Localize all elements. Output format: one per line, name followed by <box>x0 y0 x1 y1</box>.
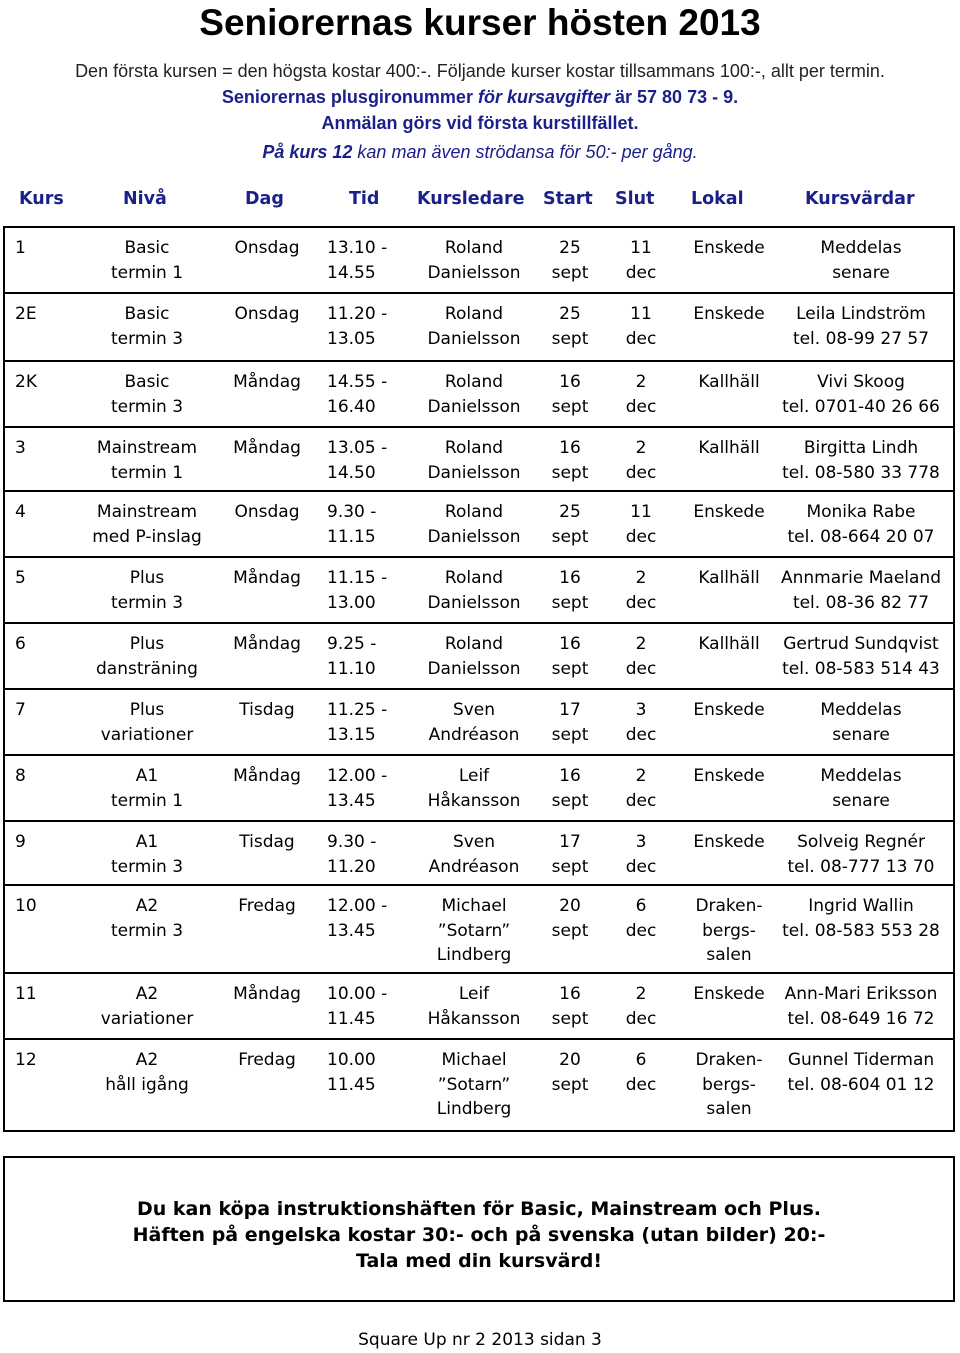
table-cell: Draken- bergs- salen <box>695 896 763 965</box>
table-cell: A2 variationer <box>100 984 194 1029</box>
table-cell: A2 håll igång <box>105 1050 189 1095</box>
column-header: Nivå <box>123 189 167 209</box>
table-cell: Roland Danielsson <box>427 634 521 679</box>
table-cell: Roland Danielsson <box>427 372 521 417</box>
table-cell: Basic termin 1 <box>110 238 184 283</box>
table-cell: A1 termin 1 <box>110 766 184 811</box>
table-cell: Fredag <box>238 896 296 916</box>
table-cell: 3 dec <box>625 832 657 877</box>
table-cell: Basic termin 3 <box>110 372 184 417</box>
table-cell: Ingrid Wallin tel. 08-583 553 28 <box>782 896 940 941</box>
table-cell: 2 dec <box>625 984 657 1029</box>
column-header: Kursledare <box>417 189 525 209</box>
table-cell: Basic termin 3 <box>110 304 184 349</box>
table-cell: Leif Håkansson <box>427 984 521 1029</box>
table-cell: 11 dec <box>625 502 657 547</box>
table-cell: 9.25 - 11.10 <box>327 634 377 679</box>
table-cell: 20 sept <box>551 1050 589 1095</box>
table-cell: Gunnel Tiderman tel. 08-604 01 12 <box>787 1050 935 1095</box>
table-cell: 3 dec <box>625 700 657 745</box>
table-cell: Tisdag <box>239 832 295 852</box>
column-header: Dag <box>245 189 284 209</box>
table-cell: Plus variationer <box>100 700 194 745</box>
table-row <box>5 228 953 294</box>
table-cell: Solveig Regnér tel. 08-777 13 70 <box>787 832 935 877</box>
table-cell: Enskede <box>693 502 765 522</box>
table-cell: Meddelas senare <box>820 766 902 811</box>
table-row <box>5 822 953 886</box>
table-cell: 2K <box>15 372 37 392</box>
table-cell: Måndag <box>233 372 301 392</box>
price-info: Den första kursen = den högsta kostar 400:-. Följande kurser kostar tillsammans 100:-, allt per termin. <box>75 61 885 81</box>
table-cell: 10 <box>15 896 37 916</box>
table-cell: Roland Danielsson <box>427 568 521 613</box>
course-table <box>3 226 955 1132</box>
table-row <box>5 974 953 1040</box>
table-cell: 25 sept <box>551 502 589 547</box>
table-row <box>5 428 953 492</box>
booklet-note-line: Häften på engelska kostar 30:- och på svenska (utan bilder) 20:- <box>132 1224 826 1246</box>
table-cell: Birgitta Lindh tel. 08-580 33 778 <box>782 438 940 483</box>
table-cell: Roland Danielsson <box>427 438 521 483</box>
table-cell: 3 <box>15 438 26 458</box>
table-header <box>3 189 955 215</box>
table-cell: 6 <box>15 634 26 654</box>
column-header: Slut <box>615 189 655 209</box>
page-footer: Square Up nr 2 2013 sidan 3 <box>358 1330 602 1350</box>
column-header: Kurs <box>19 189 64 209</box>
table-cell: Enskede <box>693 832 765 852</box>
table-row <box>5 294 953 362</box>
table-cell: Sven Andréason <box>428 832 520 877</box>
column-header: Lokal <box>691 189 744 209</box>
table-row <box>5 362 953 428</box>
table-cell: Meddelas senare <box>820 238 902 283</box>
table-cell: 16 sept <box>551 568 589 613</box>
table-cell: Enskede <box>693 700 765 720</box>
column-header: Start <box>543 189 593 209</box>
table-cell: Meddelas senare <box>820 700 902 745</box>
booklet-note-line: Du kan köpa instruktionshäften för Basic, Mainstream och Plus. <box>136 1198 822 1220</box>
table-cell: Kallhäll <box>698 634 760 654</box>
table-cell: 11 <box>15 984 37 1004</box>
table-cell: 11 dec <box>625 304 657 349</box>
table-cell: Annmarie Maeland tel. 08-36 82 77 <box>781 568 941 613</box>
table-cell: 11.20 - 13.05 <box>327 304 388 349</box>
table-cell: 12.00 - 13.45 <box>327 896 388 941</box>
table-cell: Enskede <box>693 984 765 1004</box>
table-cell: Sven Andréason <box>428 700 520 745</box>
table-cell: Vivi Skoog tel. 0701-40 26 66 <box>782 372 940 417</box>
table-cell: 9.30 - 11.20 <box>327 832 377 877</box>
page-title: Seniorernas kurser hösten 2013 <box>199 2 761 43</box>
table-cell: 5 <box>15 568 26 588</box>
table-cell: Kallhäll <box>698 438 760 458</box>
table-cell: Plus dansträning <box>96 634 198 679</box>
plusgiro-info: Seniorernas plusgironummer för kursavgifter är 57 80 73 - 9. <box>221 87 739 107</box>
table-cell: Tisdag <box>239 700 295 720</box>
table-cell: 16 sept <box>551 766 589 811</box>
table-cell: 16 sept <box>551 372 589 417</box>
table-cell: Fredag <box>238 1050 296 1070</box>
table-cell: 16 sept <box>551 438 589 483</box>
table-row <box>5 624 953 690</box>
table-cell: 14.55 - 16.40 <box>327 372 388 417</box>
table-cell: 8 <box>15 766 26 786</box>
table-cell: A2 termin 3 <box>110 896 184 941</box>
table-cell: 13.05 - 14.50 <box>327 438 388 483</box>
table-row <box>5 1040 953 1132</box>
table-cell: 10.00 - 11.45 <box>327 984 388 1029</box>
table-cell: Måndag <box>233 766 301 786</box>
table-cell: Michael ”Sotarn” Lindberg <box>436 1050 512 1119</box>
table-cell: Måndag <box>233 634 301 654</box>
table-cell: 2 dec <box>625 634 657 679</box>
table-cell: 25 sept <box>551 304 589 349</box>
booklet-note <box>3 1156 955 1302</box>
table-cell: 2E <box>15 304 37 324</box>
table-cell: 10.00 11.45 <box>327 1050 376 1095</box>
table-cell: 2 dec <box>625 766 657 811</box>
table-cell: 2 dec <box>625 438 657 483</box>
table-cell: Måndag <box>233 568 301 588</box>
table-cell: Måndag <box>233 984 301 1004</box>
table-cell: 2 dec <box>625 568 657 613</box>
table-cell: 16 sept <box>551 634 589 679</box>
table-cell: 16 sept <box>551 984 589 1029</box>
table-cell: 12 <box>15 1050 37 1070</box>
registration-info: Anmälan görs vid första kurstillfället. <box>321 113 639 133</box>
table-cell: 11 dec <box>625 238 657 283</box>
social-dance-info: På kurs 12 kan man även strödansa för 50:- per gång. <box>262 142 698 162</box>
table-cell: Enskede <box>693 304 765 324</box>
table-cell: Michael ”Sotarn” Lindberg <box>436 896 512 965</box>
table-row <box>5 690 953 756</box>
table-cell: Kallhäll <box>698 568 760 588</box>
table-cell: Onsdag <box>234 304 300 324</box>
column-header: Kursvärdar <box>805 189 915 209</box>
table-cell: Draken- bergs- salen <box>695 1050 763 1119</box>
table-cell: 17 sept <box>551 832 589 877</box>
table-cell: 9 <box>15 832 26 852</box>
table-cell: Plus termin 3 <box>110 568 184 613</box>
table-row <box>5 492 953 558</box>
table-cell: 1 <box>15 238 26 258</box>
table-cell: 2 dec <box>625 372 657 417</box>
table-cell: 20 sept <box>551 896 589 941</box>
table-cell: Leila Lindström tel. 08-99 27 57 <box>792 304 930 349</box>
table-cell: Enskede <box>693 766 765 786</box>
table-cell: Gertrud Sundqvist tel. 08-583 514 43 <box>782 634 940 679</box>
table-cell: Enskede <box>693 238 765 258</box>
table-cell: Måndag <box>233 438 301 458</box>
table-row <box>5 756 953 822</box>
table-row <box>5 886 953 974</box>
table-cell: Roland Danielsson <box>427 238 521 283</box>
table-cell: Roland Danielsson <box>427 304 521 349</box>
table-cell: 11.25 - 13.15 <box>327 700 388 745</box>
table-cell: 6 dec <box>625 896 657 941</box>
table-cell: Roland Danielsson <box>427 502 521 547</box>
table-row <box>5 558 953 624</box>
table-cell: Leif Håkansson <box>427 766 521 811</box>
table-cell: Onsdag <box>234 238 300 258</box>
table-cell: 6 dec <box>625 1050 657 1095</box>
column-header: Tid <box>349 189 380 209</box>
table-cell: Mainstream med P-inslag <box>92 502 202 547</box>
table-cell: Mainstream termin 1 <box>96 438 198 483</box>
table-cell: Monika Rabe tel. 08-664 20 07 <box>787 502 935 547</box>
table-cell: 13.10 - 14.55 <box>327 238 388 283</box>
table-cell: 12.00 - 13.45 <box>327 766 388 811</box>
booklet-note-line: Tala med din kursvärd! <box>355 1250 603 1272</box>
table-cell: 25 sept <box>551 238 589 283</box>
table-cell: Kallhäll <box>698 372 760 392</box>
table-cell: 4 <box>15 502 26 522</box>
table-cell: 7 <box>15 700 26 720</box>
table-cell: 17 sept <box>551 700 589 745</box>
table-cell: 9.30 - 11.15 <box>327 502 377 547</box>
table-cell: Ann-Mari Eriksson tel. 08-649 16 72 <box>784 984 938 1029</box>
table-cell: Onsdag <box>234 502 300 522</box>
table-cell: 11.15 - 13.00 <box>327 568 388 613</box>
table-cell: A1 termin 3 <box>110 832 184 877</box>
